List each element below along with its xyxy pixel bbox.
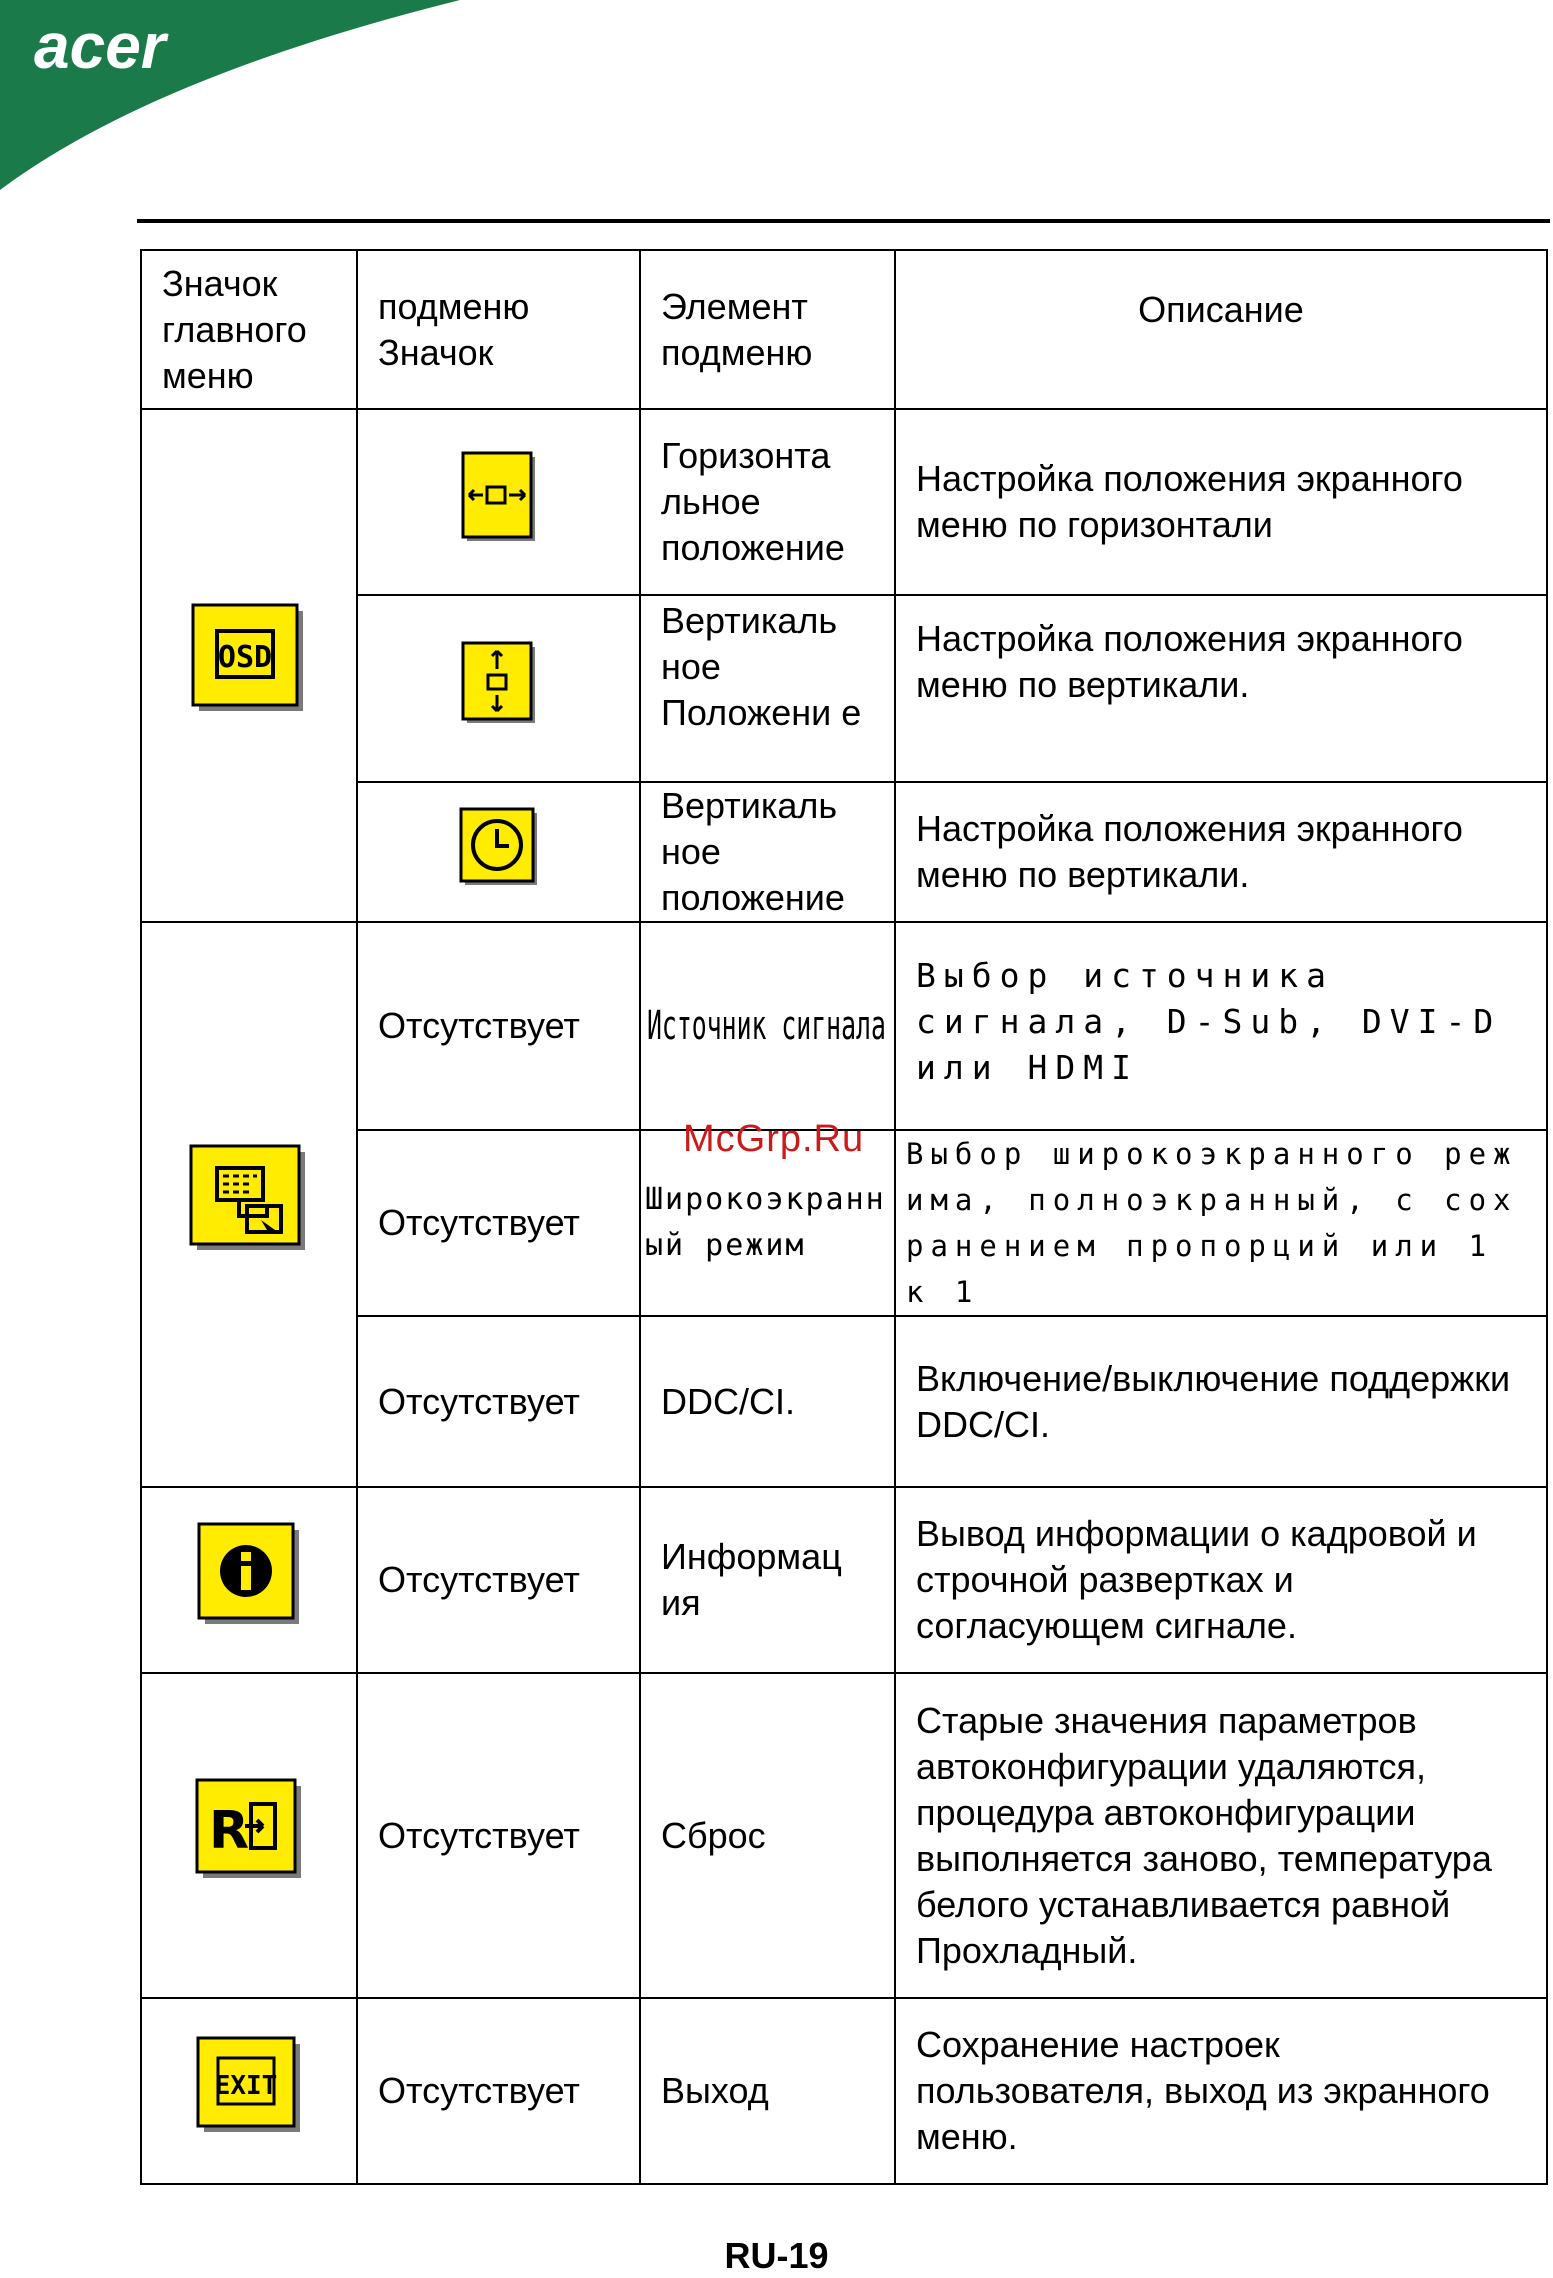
submenu-icon-cell (357, 595, 640, 782)
submenu-item: Информац ия (640, 1487, 895, 1673)
description: Настройка положения экранного меню по вертикали. (895, 782, 1547, 922)
submenu-item: Вертикаль ное Положени е (640, 595, 895, 782)
main-icon-cell (141, 1998, 357, 2184)
submenu-item: Сброс (640, 1673, 895, 1998)
table-header-row (141, 250, 1547, 409)
submenu-value: Отсутствует (357, 1130, 640, 1316)
submenu-icon-cell (357, 782, 640, 922)
description-cell (895, 922, 1547, 1130)
submenu-item: Горизонта льное положение (640, 409, 895, 595)
submenu-value: Отсутствует (357, 922, 640, 1130)
main-icon-cell (141, 1673, 357, 1998)
submenu-value: Отсутствует (357, 1998, 640, 2184)
header-main-icon: Значок главного меню (141, 250, 357, 409)
submenu-item-cell (640, 922, 895, 1130)
submenu-icon-cell (357, 409, 640, 595)
vertical-position-icon (459, 639, 539, 727)
info-icon (195, 1522, 303, 1628)
svg-text:R: R (208, 1801, 250, 1861)
svg-text:OSD: OSD (217, 640, 273, 675)
submenu-item: Источник сигнала (647, 1002, 886, 1049)
table-row (141, 409, 1547, 595)
description: Настройка положения экранного меню по вертикали. (895, 595, 1547, 782)
page-number: RU-19 (724, 2235, 829, 2276)
description: Выбор широкоэкранного режима, полноэкранный, с сохранением пропорций или 1 к 1 (906, 1137, 1518, 1309)
description: Выбор источника сигнала, D-Sub, DVI-D или HDMI (916, 956, 1502, 1087)
horizontal-position-icon (459, 449, 539, 545)
table-row (141, 1998, 1547, 2184)
table-row (141, 1673, 1547, 1998)
header-description: Описание (895, 250, 1547, 409)
acer-logo: acer (34, 10, 166, 82)
svg-text:EXIT: EXIT (214, 2070, 278, 2101)
submenu-item: Выход (640, 1998, 895, 2184)
header-band (0, 0, 1553, 190)
description: Вывод информации о кадровой и строчной развертках и согласующем сигнале. (895, 1487, 1547, 1673)
submenu-item: Широкоэкранный режим (645, 1182, 886, 1263)
table-row (141, 1487, 1547, 1673)
osd-menu-table (140, 249, 1548, 2185)
table-row (141, 922, 1547, 1130)
osd-icon (189, 603, 309, 717)
main-icon-cell (141, 409, 357, 922)
submenu-item: DDC/CI. (640, 1316, 895, 1487)
description: Настройка положения экранного меню по горизонтали (895, 409, 1547, 595)
main-icon-cell (141, 1487, 357, 1673)
submenu-item: Вертикаль ное положение (640, 782, 895, 922)
watermark: McGrp.Ru (683, 1118, 865, 1160)
input-source-icon (187, 1144, 311, 1254)
header-submenu-icon: подменю Значок (357, 250, 640, 409)
description: Старые значения параметров автоконфигурации удаляются, процедура автоконфигурации выполняется заново, температура белого устанавливается равной Прохладный. (895, 1673, 1547, 1998)
description-cell (895, 1130, 1547, 1316)
submenu-value: Отсутствует (357, 1487, 640, 1673)
reset-icon (193, 1778, 305, 1882)
header-submenu-item: Элемент подменю (640, 250, 895, 409)
submenu-value: Отсутствует (357, 1673, 640, 1998)
submenu-value: Отсутствует (357, 1316, 640, 1487)
main-icon-cell (141, 922, 357, 1487)
exit-icon (194, 2036, 304, 2136)
header-rule (137, 219, 1550, 223)
description: Включение/выключение поддержки DDC/CI. (895, 1316, 1547, 1487)
description: Сохранение настроек пользователя, выход из экранного меню. (895, 1998, 1547, 2184)
clock-icon (457, 805, 541, 889)
